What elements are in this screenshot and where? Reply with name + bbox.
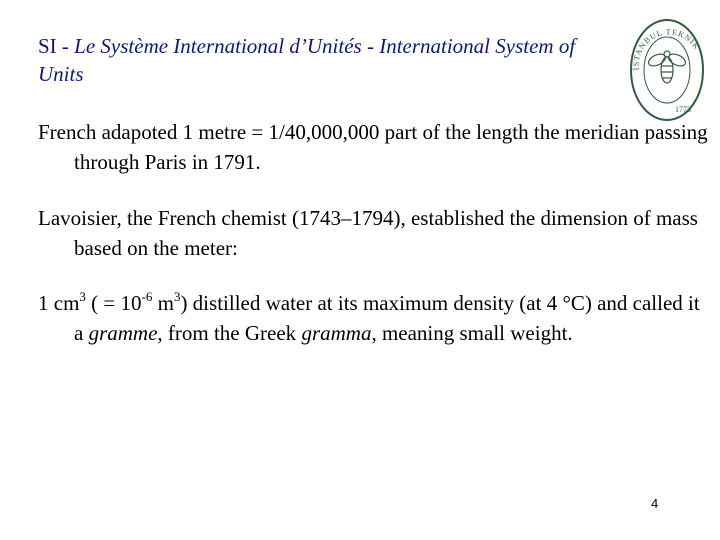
p3-text-6: , meaning small weight.	[371, 321, 573, 345]
p3-text-1: 1 cm	[38, 291, 80, 315]
p3-sup-3: 3	[173, 289, 181, 304]
p3-text-4: ) distilled water at its maximum density (at 4 °C) and called it a	[74, 291, 700, 345]
paragraph-lavoisier: Lavoisier, the French chemist (1743–1794), established the dimension of mass based on the meter:	[38, 206, 698, 260]
page-number: 4	[651, 496, 659, 511]
slide-title	[38, 32, 598, 88]
title-italic: Le Système International d’Unités - International System of Units	[38, 34, 576, 86]
paragraph-gramme	[38, 288, 714, 348]
logo-year: 1773	[675, 105, 691, 114]
p3-sup-1: 3	[79, 289, 86, 304]
p3-term-gramme: gramme	[88, 321, 158, 345]
title-prefix: SI -	[38, 34, 75, 58]
paragraph-metre: French adapoted 1 metre = 1/40,000,000 part of the length the meridian passing through Paris in 1791.	[38, 120, 708, 174]
p3-text-5: , from the Greek	[157, 321, 302, 345]
bee-icon	[647, 51, 688, 83]
p3-term-gramma: gramma	[301, 321, 372, 345]
p3-text-2: ( = 10	[85, 291, 142, 315]
p3-sup-2: -6	[141, 289, 153, 304]
logo-ring-text-top: İSTANBUL TEKNİK	[631, 27, 702, 71]
p3-text-3: m	[152, 291, 174, 315]
itu-logo	[623, 8, 707, 126]
